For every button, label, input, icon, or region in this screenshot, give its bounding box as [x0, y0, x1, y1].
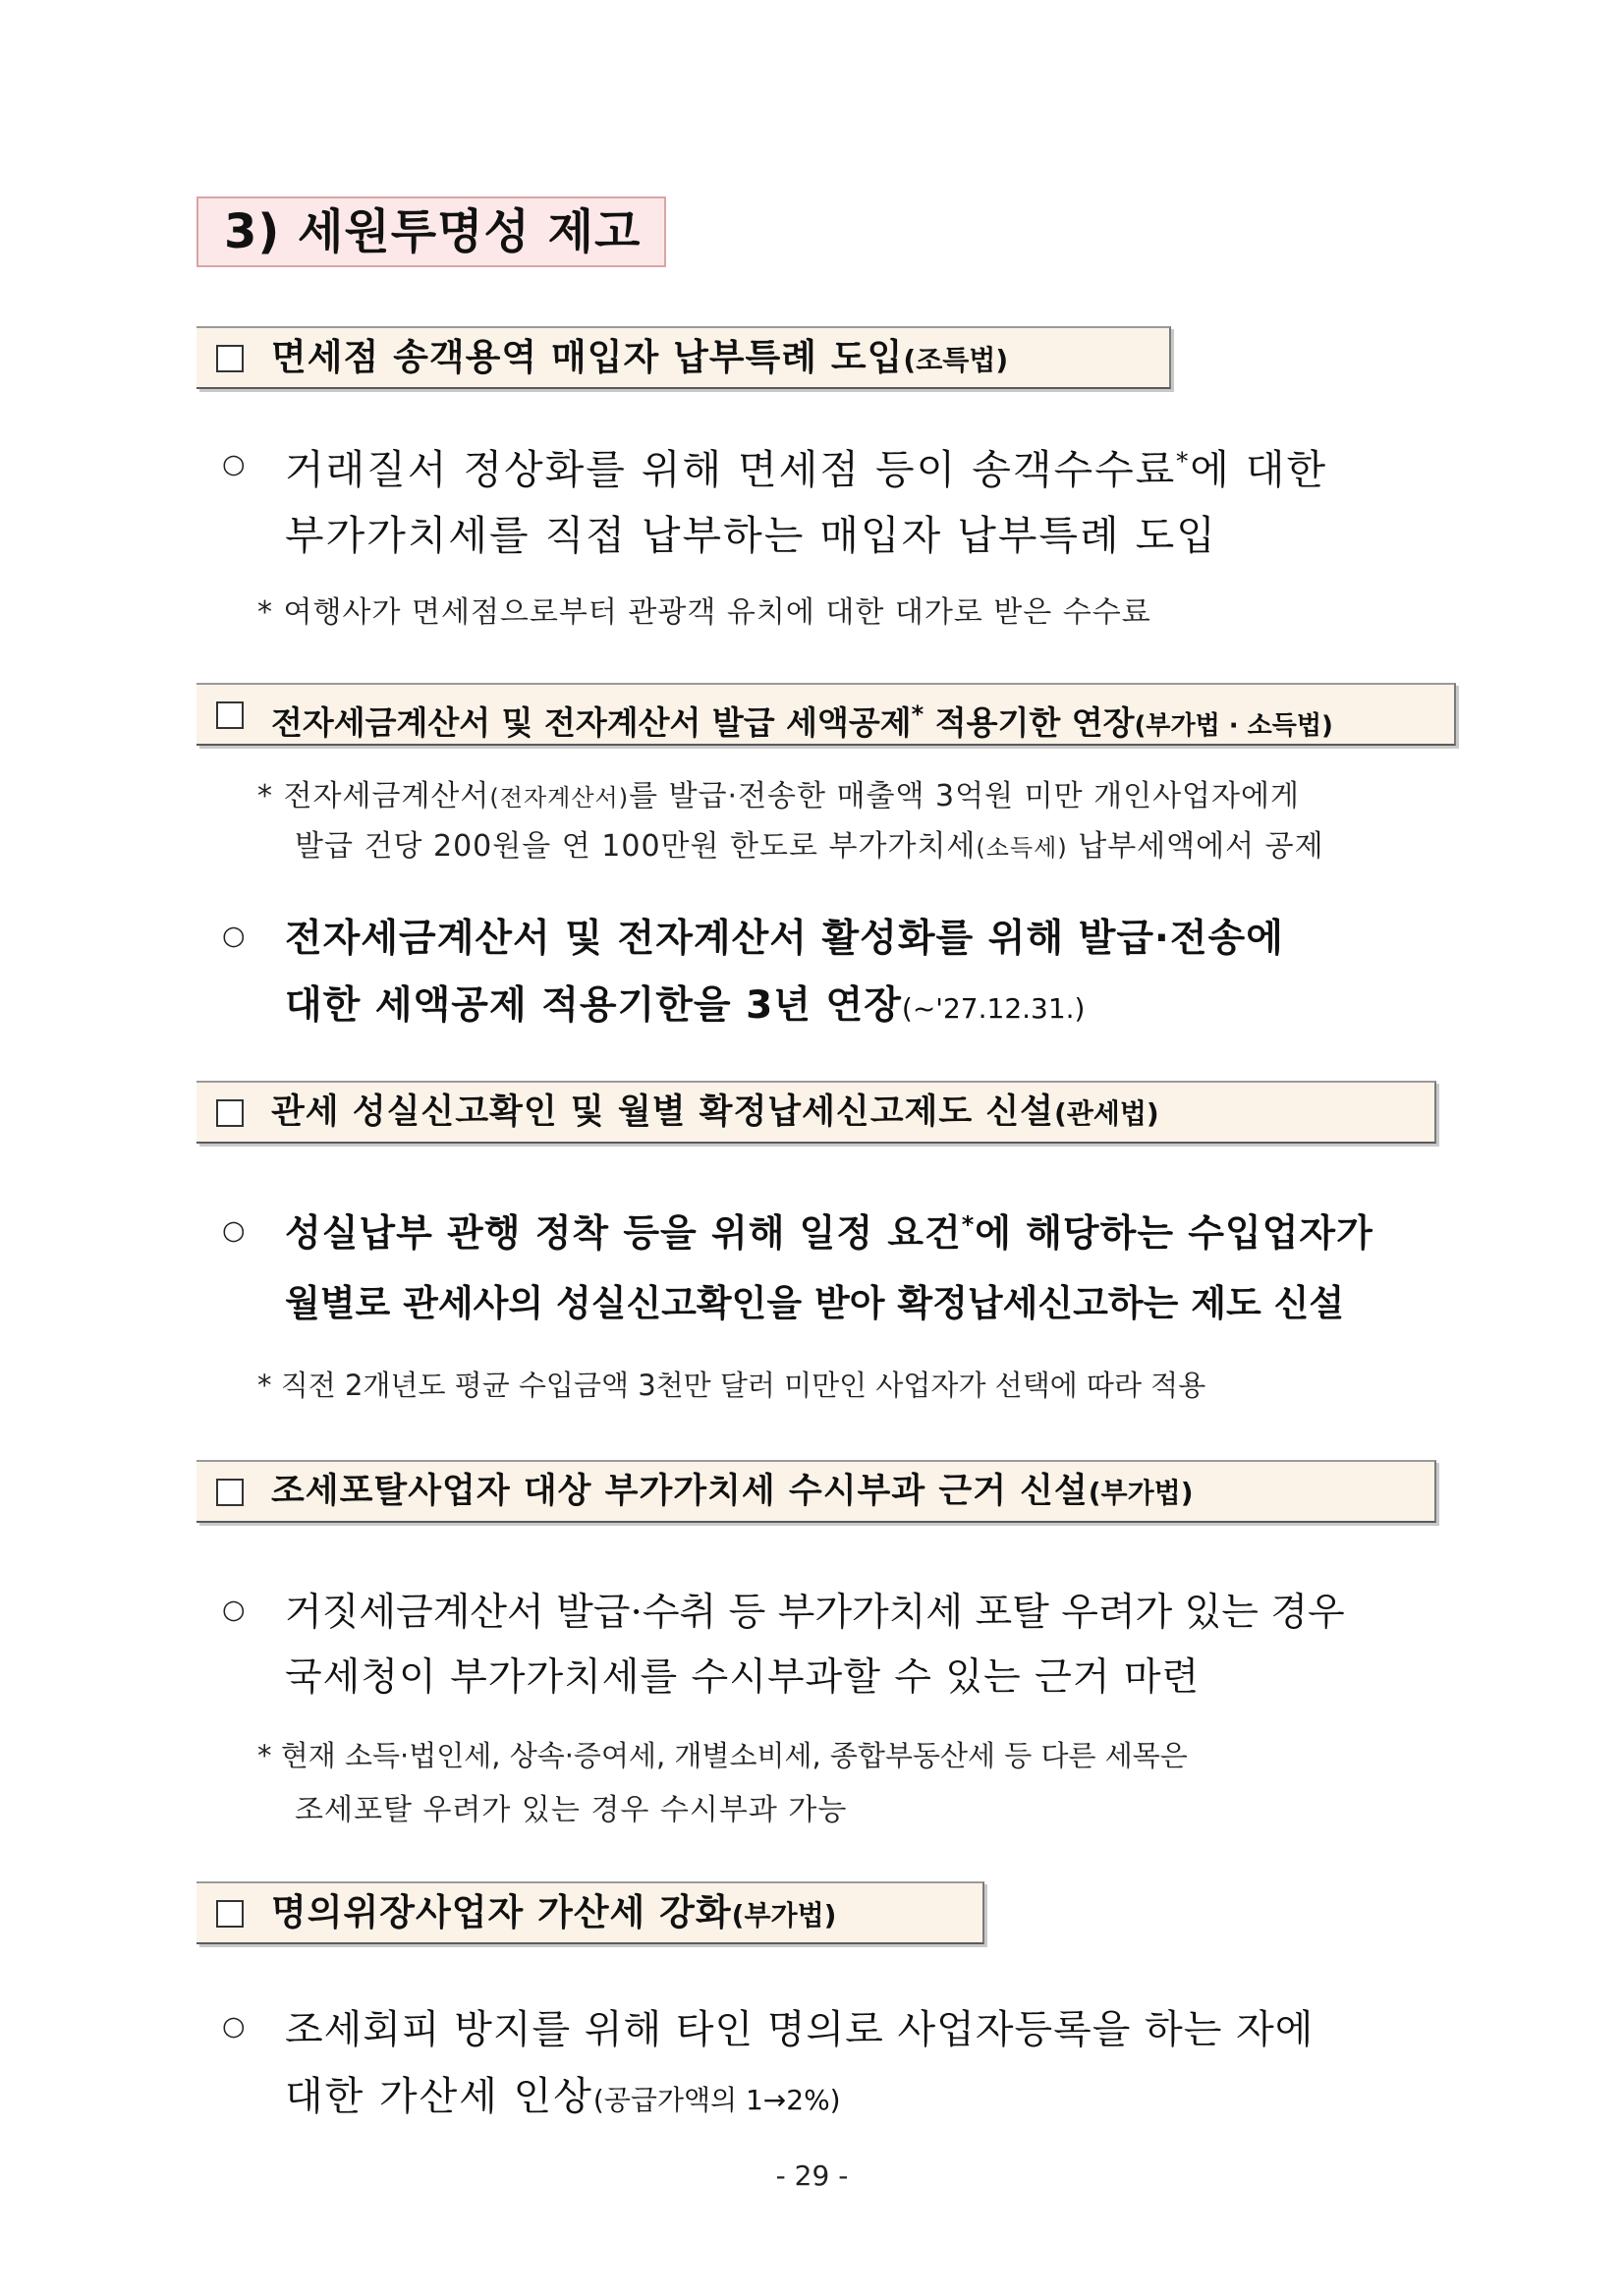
page-number: - 29 -: [775, 2159, 849, 2192]
footnote: 조세포탈 우려가 있는 경우 수시부과 가능: [295, 1793, 848, 1827]
item-title: 전자세금계산서 및 전자계산서 발급 세액공제* 적용기한 연장(부가법 · 소득법): [271, 700, 1333, 742]
item-title: 관세 성실신고확인 및 월별 확정납세신고제도 신설(관세법): [271, 1092, 1159, 1132]
bullet-icon: ○: [222, 449, 246, 479]
item-title: 명의위장사업자 가산세 강화(부가법): [271, 1891, 837, 1933]
footnote: * 여행사가 면세점으로부터 관광객 유치에 대한 대가로 받은 수수료: [257, 595, 1151, 630]
bullet-line: 전자세금계산서 및 전자계산서 활성화를 위해 발급·전송에: [285, 917, 1284, 961]
footnote: * 전자세금계산서(전자계산서)를 발급·전송한 매출액 3억원 미만 개인사업자에게: [257, 779, 1300, 813]
checkbox-icon: [216, 1900, 244, 1928]
checkbox-icon: [216, 701, 244, 729]
item-header-customs: [196, 1081, 1436, 1144]
footnote: 발급 건당 200원을 연 100만원 한도로 부가가치세(소득세) 납부세액에서 공제: [295, 829, 1324, 864]
bullet-line: 대한 세액공제 적용기한을 3년 연장(~'27.12.31.): [285, 983, 1086, 1028]
bullet-icon: ○: [222, 1595, 246, 1625]
bullet-line: 거래질서 정상화를 위해 면세점 등이 송객수수료*에 대한: [285, 446, 1328, 493]
bullet-line: 월별로 관세사의 성실신고확인을 받아 확정납세신고하는 제도 신설: [285, 1282, 1345, 1324]
bullet-line: 거짓세금계산서 발급·수취 등 부가가치세 포탈 우려가 있는 경우: [285, 1591, 1345, 1635]
checkbox-icon: [216, 345, 244, 372]
item-header-nominee: [196, 1881, 984, 1944]
footnote: * 현재 소득·법인세, 상속·증여세, 개별소비세, 종합부동산세 등 다른 세목은: [257, 1739, 1188, 1772]
bullet-line: 대한 가산세 인상(공급가액의 1→2%): [285, 2074, 841, 2119]
checkbox-icon: [216, 1099, 244, 1127]
bullet-line: 성실납부 관행 정착 등을 위해 일정 요건*에 해당하는 수입업자가: [285, 1210, 1373, 1255]
checkbox-icon: [216, 1479, 244, 1506]
item-title: 조세포탈사업자 대상 부가가치세 수시부과 근거 신설(부가법): [271, 1472, 1194, 1511]
item-header-tax-evasion: [196, 1460, 1436, 1523]
item-title: 면세점 송객용역 매입자 납부특례 도입(조특법): [271, 336, 1009, 378]
bullet-icon: ○: [222, 1215, 246, 1246]
bullet-line: 국세청이 부가가치세를 수시부과할 수 있는 근거 마련: [285, 1655, 1201, 1700]
item-header-duty-free: [196, 326, 1171, 389]
section-title: 3) 세원투명성 제고: [196, 196, 666, 267]
bullet-icon: ○: [222, 2011, 246, 2042]
bullet-line: 조세회피 방지를 위해 타인 명의로 사업자등록을 하는 자에: [285, 2007, 1315, 2052]
bullet-icon: ○: [222, 921, 246, 951]
item-header-e-invoice: [196, 683, 1456, 746]
bullet-line: 부가가치세를 직접 납부하는 매입자 납부특례 도입: [285, 512, 1217, 559]
footnote: * 직전 2개년도 평균 수입금액 3천만 달러 미만인 사업자가 선택에 따라 적용: [257, 1369, 1206, 1402]
